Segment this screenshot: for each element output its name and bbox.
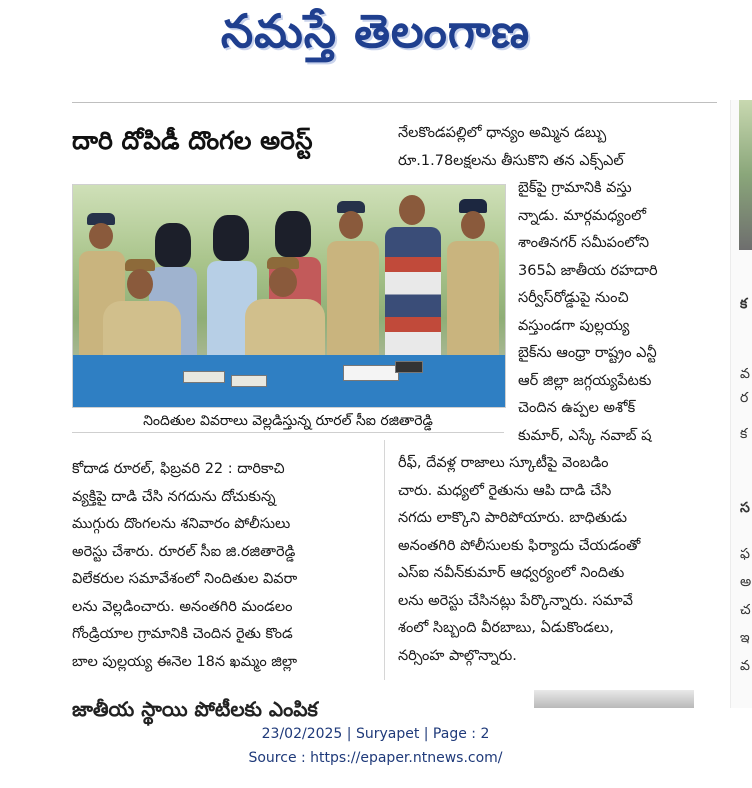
column-divider <box>384 440 385 680</box>
masthead <box>0 0 751 82</box>
body-line: చెందిన ఉప్పల అశోక్ <box>518 400 636 416</box>
top-rule <box>72 102 717 103</box>
adjacent-glyph: చ <box>740 602 751 618</box>
footer-edition-line: 23/02/2025 | Suryapet | Page : 2 <box>261 726 490 742</box>
body-line: బాల పుల్లయ్య ఈనెల 18న ఖమ్మం జిల్లా <box>72 653 298 670</box>
body-line: బైక్‌ను ఆంధ్రా రాష్ట్రం ఎన్టీ <box>518 345 657 361</box>
body-line: శంలో సిబ్బంది వీరబాబు, ఏడుకొండలు, <box>398 620 614 636</box>
photo-table-item <box>231 375 267 387</box>
body-line: వస్తుండగా పుల్లయ్య <box>518 317 630 334</box>
photo-caption: నిందితుల వివరాలు వెల్లడిస్తున్న రూరల్ సీఐ రజితారెడ్డి <box>72 410 504 433</box>
article-left-column <box>72 456 372 676</box>
adjacent-glyph: క <box>740 426 748 442</box>
photo-table-item <box>183 371 225 383</box>
body-line: కుమార్, ఎస్కే నవాబ్ ష <box>518 427 652 444</box>
adjacent-photo <box>739 100 752 250</box>
adjacent-glyph: ఇ <box>740 630 750 646</box>
body-line: సర్వీస్‌రోడ్డుపై నుంచి <box>518 290 629 306</box>
adjacent-glyph: ఫ <box>740 546 750 562</box>
body-line: రూ.1.78లక్షలను తీసుకొని తన ఎక్స్ఎల్ <box>398 152 624 169</box>
body-line: అరెస్టు చేశారు. రూరల్ సీఐ జి.రజితారెడ్డి <box>72 543 296 560</box>
adjacent-page-strip <box>730 100 752 708</box>
body-line: శాంతినగర్ సమీపంలోని <box>518 235 650 251</box>
footer-source-link[interactable]: Source : https://epaper.ntnews.com/ <box>248 750 503 766</box>
article-right-column <box>398 120 696 670</box>
body-line: చారు. మధ్యలో రైతును ఆపి దాడి చేసి <box>398 482 612 499</box>
adjacent-glyph: వ <box>740 658 750 674</box>
next-article-photo <box>534 690 694 708</box>
photo-table-item <box>343 365 399 381</box>
body-line: అనంతగిరి పోలీసులకు ఫిర్యాదు చేయడంతో <box>398 537 641 554</box>
body-line: ముగ్గురు దొంగలను శనివారం పోలీసులు <box>72 516 291 532</box>
adjacent-glyph: క <box>740 296 748 312</box>
body-line: వ్యక్తిపై దాడి చేసి నగదును దోచుకున్న <box>72 488 276 505</box>
body-line: 365ఏ జాతీయ రహదారి <box>518 262 658 279</box>
body-line: ఎస్ఐ నవీన్‌కుమార్ ఆధ్వర్యంలో నిందితు <box>398 565 625 581</box>
body-line: నగదు లాక్కొని పారిపోయారు. బాధితుడు <box>398 510 628 526</box>
adjacent-glyph: వ <box>740 366 750 382</box>
body-line: రీఫ్, దేవళ్ల రాజాలు స్కూటీపై వెంబడిం <box>398 455 609 471</box>
body-line: నేలకొండపల్లిలో ధాన్యం అమ్మిన డబ్బు <box>398 125 607 141</box>
body-line: లను అరెస్టు చేసినట్లు పేర్కొన్నారు. సమావే <box>398 592 633 609</box>
masthead-title: నమస్తే తెలంగాణ <box>220 4 531 58</box>
article-headline: దారి దోపిడీ దొంగల అరెస్ట్ <box>72 126 313 155</box>
body-line: న్నాడు. మార్గమధ్యంలో <box>518 207 647 224</box>
body-line: లను వెల్లడించారు. అనంతగిరి మండలం <box>72 598 293 615</box>
body-line: గోండ్రియాల గ్రామానికి చెందిన రైతు కొండ <box>72 626 293 642</box>
next-article-headline: జాతీయ స్థాయి పోటీలకు ఎంపిక <box>72 697 318 721</box>
adjacent-glyph: స <box>740 500 750 516</box>
body-line: నర్సింహ పాల్గొన్నారు. <box>398 647 517 664</box>
adjacent-glyph: అ <box>740 574 752 590</box>
body-line: విలేకరుల సమావేశంలో నిందితుల వివరా <box>72 571 298 587</box>
body-line: ఆర్ జిల్లా జగ్గయ్యపేటకు <box>518 372 652 389</box>
adjacent-glyph: ర <box>740 390 749 406</box>
body-line: బైక్‌పై గ్రామానికి వస్తు <box>518 180 632 196</box>
body-line: కోదాడ రూరల్, ఫిబ్రవరి 22 : దారికాచి <box>72 461 285 477</box>
